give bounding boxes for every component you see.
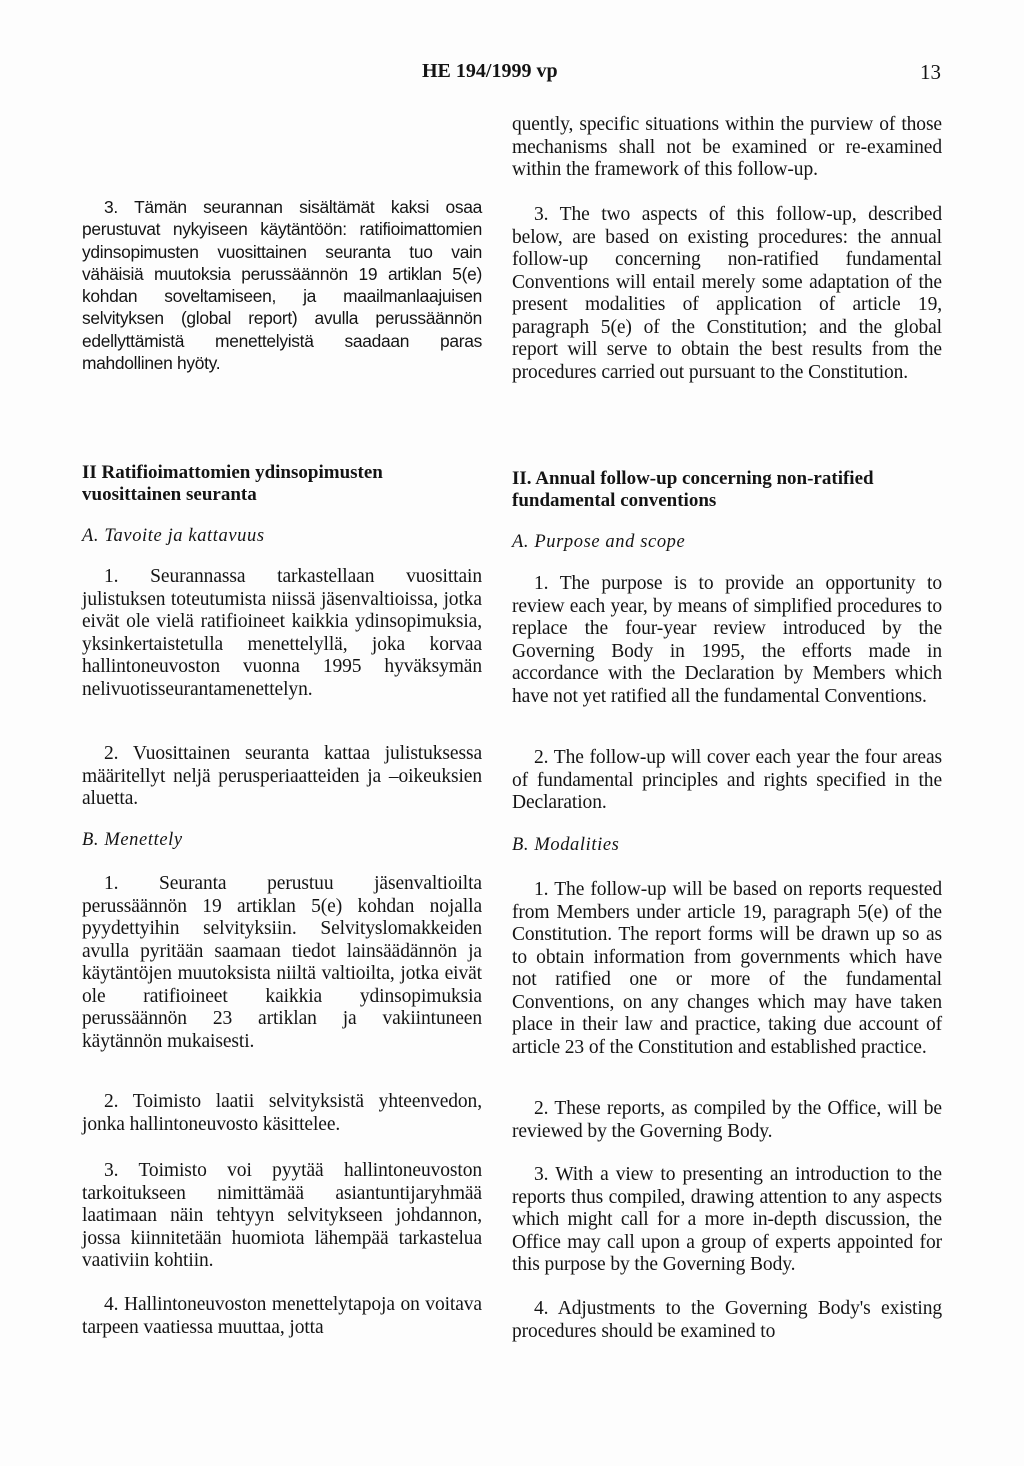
en-paragraph-b1: 1. The follow-up will be based on reports requested from Members under article 19, paragraph 5(e) of the Constitution. The report forms will be drawn up so as to obtain information from governments which have not ratified one or more of the fundamental Conventions, on any changes which may have taken place in their law and practice, taking due account of article 23 of the Constitution and established practice. (512, 879, 942, 1058)
en-paragraph-3: 3. The two aspects of this follow-up, described below, are based on existing procedures: the annual follow-up concerning non-ratified fundamental Conventions will entail merely some adaptation of the present modalities of application of article 19, paragraph 5(e) of the Constitution; and the global report will serve to obtain the best results from the procedures carried out pursuant to the Constitution. (512, 204, 942, 383)
fi-paragraph-b1: 1. Seuranta perustuu jäsenvaltioilta perussäännön 19 artiklan 5(e) kohdan nojalla pyydettyihin selvityksiin. Selvityslomakkeiden avulla pyritään saamaan tiedot lainsäädännön ja käytäntöjen muutoksista niiltä valtioilta, jotka eivät ole ratifioineet kaikkia ydinsopimuksia perussäännön 23 artiklan ja vakiintuneen käytännön mukaisesti. (82, 873, 482, 1052)
fi-subheading-a: A. Tavoite ja kattavuus (82, 526, 265, 546)
fi-paragraph-b3: 3. Toimisto voi pyytää hallintoneuvoston tarkoitukseen nimittämää asiantuntijaryhmää laatimaan näin tehtyyn selvitykseen johdannon, jossa kiinnitetään huomiota lähempää tarkastelua vaativiin kohtiin. (82, 1160, 482, 1271)
fi-paragraph-a1: 1. Seurannassa tarkastellaan vuosittain julistuksen toteutumista niissä jäsenvaltioissa, jotka eivät ole vielä ratifioineet kaikkia ydinsopimuksia, yksinkertaistetulla menettelyllä, joka korvaa hallintoneuvoston vuonna 1995 hyväksymän nelivuotisseurantamenettelyn. (82, 566, 482, 700)
document-title: HE 194/1999 vp (422, 60, 558, 82)
fi-section-heading: II Ratifioimattomien ydinsopimusten vuosittainen seuranta (82, 462, 383, 505)
en-paragraph-b4: 4. Adjustments to the Governing Body's existing procedures should be examined to (512, 1298, 942, 1342)
en-paragraph-b3: 3. With a view to presenting an introduction to the reports thus compiled, drawing attention to any aspects which might call for a more in-depth discussion, the Office may call upon a group of experts appointed for this purpose by the Governing Body. (512, 1164, 942, 1275)
fi-subheading-b: B. Menettely (82, 830, 183, 850)
en-section-heading: II. Annual follow-up concerning non-ratified fundamental conventions (512, 468, 874, 511)
en-paragraph-a1: 1. The purpose is to provide an opportunity to review each year, by means of simplified procedures to replace the four-year review introduced by the Governing Body in 1995, the efforts made in accordance with the Declaration by Members which have not yet ratified all the fundamental Conventions. (512, 573, 942, 707)
fi-paragraph-3: 3. Tämän seurannan sisältämät kaksi osaa perustuvat nykyiseen käytäntöön: ratifioimattomien ydinsopimusten vuosittainen seuranta tuo vain vähäisiä muutoksia perussäännön 19 artiklan 5(e) kohdan soveltamiseen, ja maailmanlaajuisen selvityksen (global report) avulla perussäännön edellyttämistä menettelyistä saadaan paras mahdollinen hyöty. (82, 197, 482, 374)
en-paragraph-continuation: quently, specific situations within the purview of those mechanisms shall not be examined or re-examined within the framework of this follow-up. (512, 114, 942, 180)
en-subheading-b: B. Modalities (512, 835, 620, 855)
en-paragraph-a2: 2. The follow-up will cover each year the four areas of fundamental principles and rights specified in the Declaration. (512, 747, 942, 813)
fi-paragraph-b2: 2. Toimisto laatii selvityksistä yhteenvedon, jonka hallintoneuvosto käsittelee. (82, 1091, 482, 1135)
page-number: 13 (920, 60, 941, 84)
fi-paragraph-b4: 4. Hallintoneuvoston menettelytapoja on voitava tarpeen vaatiessa muuttaa, jotta (82, 1294, 482, 1338)
en-subheading-a: A. Purpose and scope (512, 532, 686, 552)
fi-paragraph-a2: 2. Vuosittainen seuranta kattaa julistuksessa määritellyt neljä perusperiaatteiden ja –oikeuksien aluetta. (82, 743, 482, 809)
en-paragraph-b2: 2. These reports, as compiled by the Office, will be reviewed by the Governing Body. (512, 1098, 942, 1142)
